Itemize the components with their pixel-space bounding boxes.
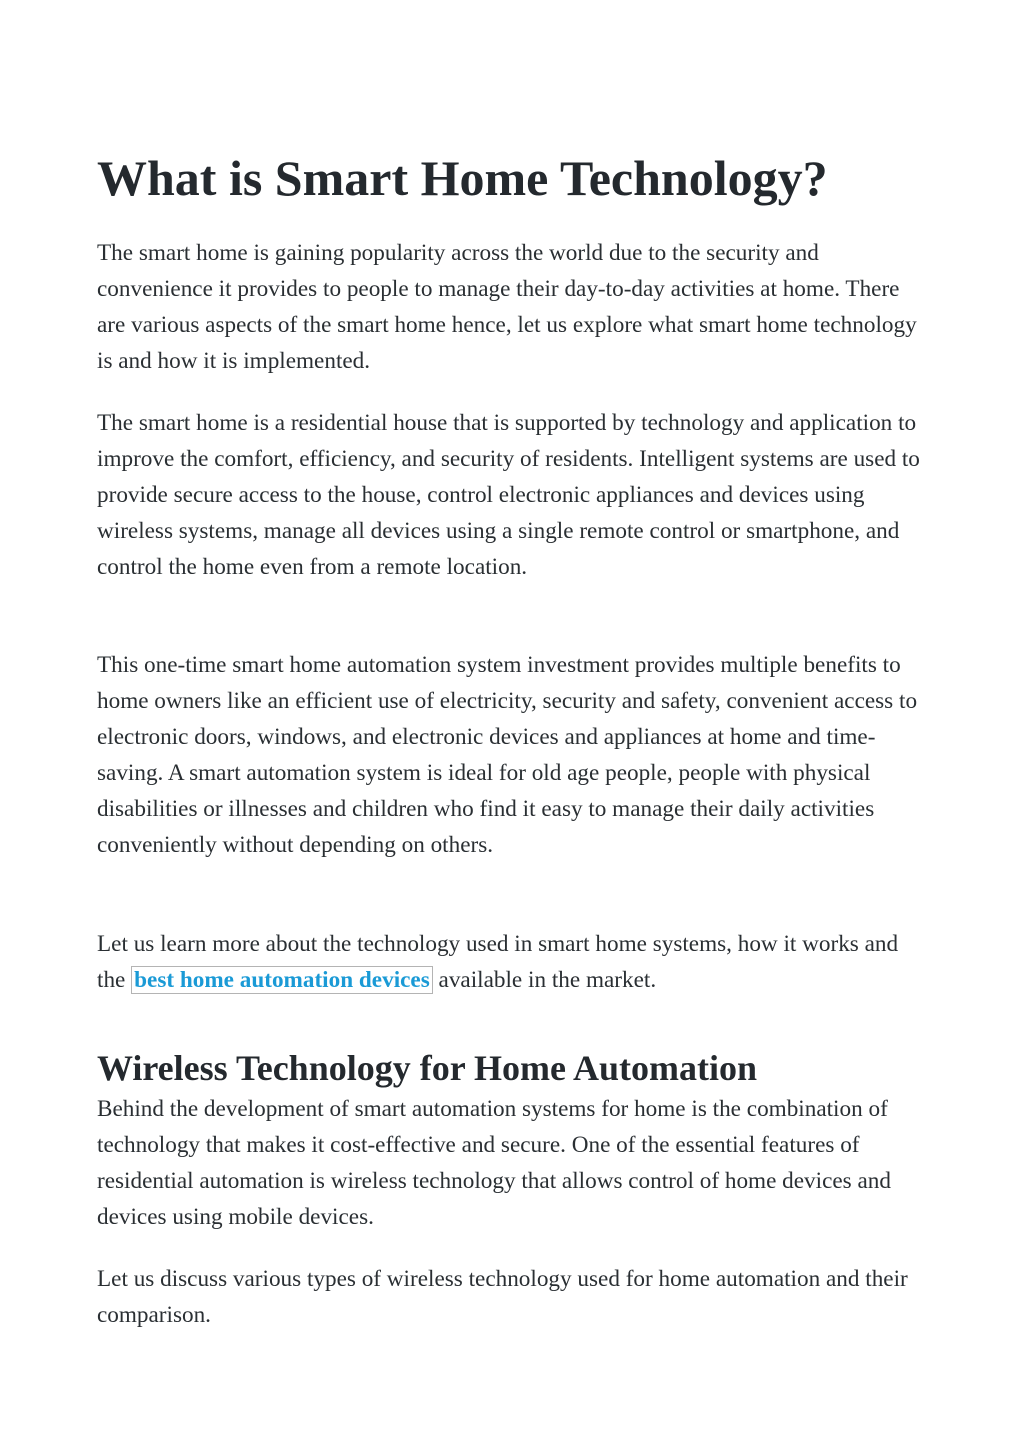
best-home-automation-devices-link[interactable]: best home automation devices [131, 966, 433, 994]
learn-more-text-before: Let us learn more about the technology used in smart home systems, how it works and the [97, 931, 899, 993]
page-title: What is Smart Home Technology? [97, 150, 828, 206]
definition-paragraph: The smart home is a residential house that is supported by technology and application to improve the comfort, efficiency, and security of residents. Intelligent systems are used to provide secure access to the house, control electronic appliances and devices using wireless systems, manage all devices using a single remote control or smartphone, and control the home even from a remote location. [97, 410, 920, 580]
wireless-intro-paragraph: Behind the development of smart automation systems for home is the combination of technology that makes it cost-effective and secure. One of the essential features of residential automation is wireless technology that allows control of home devices and devices using mobile devices. [97, 1096, 891, 1230]
wireless-types-paragraph: Let us discuss various types of wireless technology used for home automation and their comparison. [97, 1266, 908, 1328]
intro-paragraph: The smart home is gaining popularity across the world due to the security and convenience it provides to people to manage their day-to-day activities at home. There are various aspects of the smart home hence, let us explore what smart home technology is and how it is implemented. [97, 240, 917, 374]
learn-more-paragraph [97, 926, 927, 998]
section-heading: Wireless Technology for Home Automation [97, 1048, 758, 1088]
benefits-paragraph: This one-time smart home automation system investment provides multiple benefits to home owners like an efficient use of electricity, security and safety, convenient access to electronic doors, windows, and electronic devices and appliances at home and time-saving. A smart automation system is ideal for old age people, people with physical disabilities or illnesses and children who find it easy to manage their daily activities conveniently without depending on others. [97, 652, 918, 858]
learn-more-text-after: available in the market. [432, 967, 657, 993]
